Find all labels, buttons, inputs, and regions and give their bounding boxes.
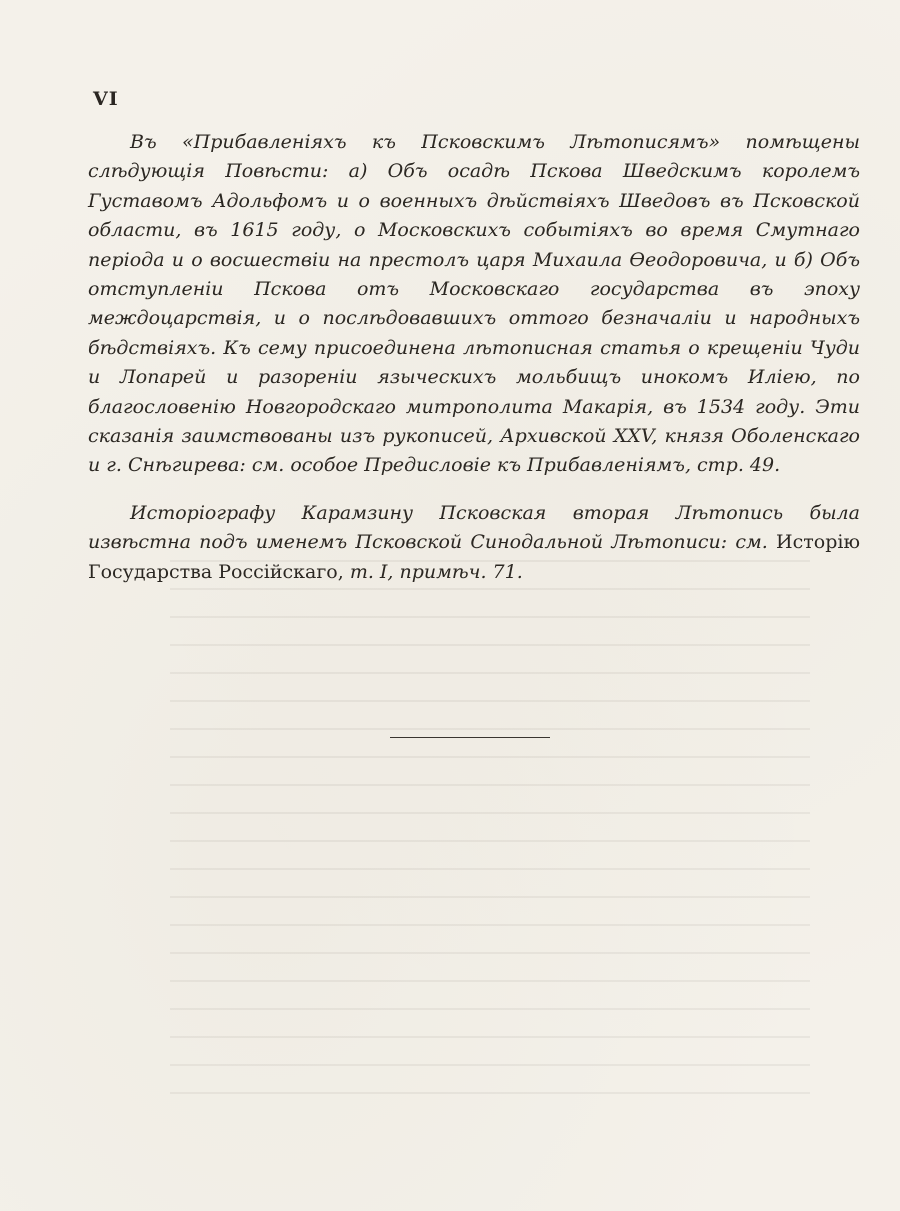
paragraph-1-text: Въ «Прибавленіяхъ къ Псковскимъ Лѣтописямъ» помѣщены слѣдующія Повѣсти: а) Объ осадѣ Пскова Шведскимъ королемъ Густавомъ Адольфомъ и о военныхъ дѣйствіяхъ Шведовъ въ Псковской области, въ 1615 году, о Московскихъ событіяхъ во время Смутнаго періода и о восшествіи на престолъ царя Михаила Ѳеодоровича, и б) Объ отступленіи Пскова отъ Московскаго государства въ эпоху междоцарствія, и о послѣдовавшихъ оттого безначаліи и народныхъ бѣдствіяхъ. Къ сему присоединена лѣтописная статья о крещеніи Чуди и Лопарей и разореніи языческихъ мольбищъ инокомъ Иліею, по благословенію Новгородскаго митрополита Макарія, въ 1534 году. Эти сказанія заимствованы изъ рукописей, Архивской XXV, князя Оболенскаго и г. Снѣгирева: см. особое Предисловіе къ Прибавленіямъ, стр. 49.	[88, 131, 860, 477]
paragraph-2	[88, 499, 860, 587]
paragraph-2-text-a: Исторіографу Карамзину Псковская вторая Лѣтопись была извѣстна подъ именемъ Псковской Синодальной Лѣтописи: см.	[88, 501, 860, 554]
body-text	[88, 128, 860, 587]
bleed-through-texture	[170, 560, 810, 1120]
paragraph-2-text-b: т. I, примѣч. 71.	[343, 560, 523, 583]
paragraph-2-book-title: Исторію Государства Россійскаго,	[88, 531, 860, 583]
paragraph-1	[88, 128, 860, 481]
page-number: VI	[93, 88, 119, 110]
section-divider	[390, 737, 550, 738]
